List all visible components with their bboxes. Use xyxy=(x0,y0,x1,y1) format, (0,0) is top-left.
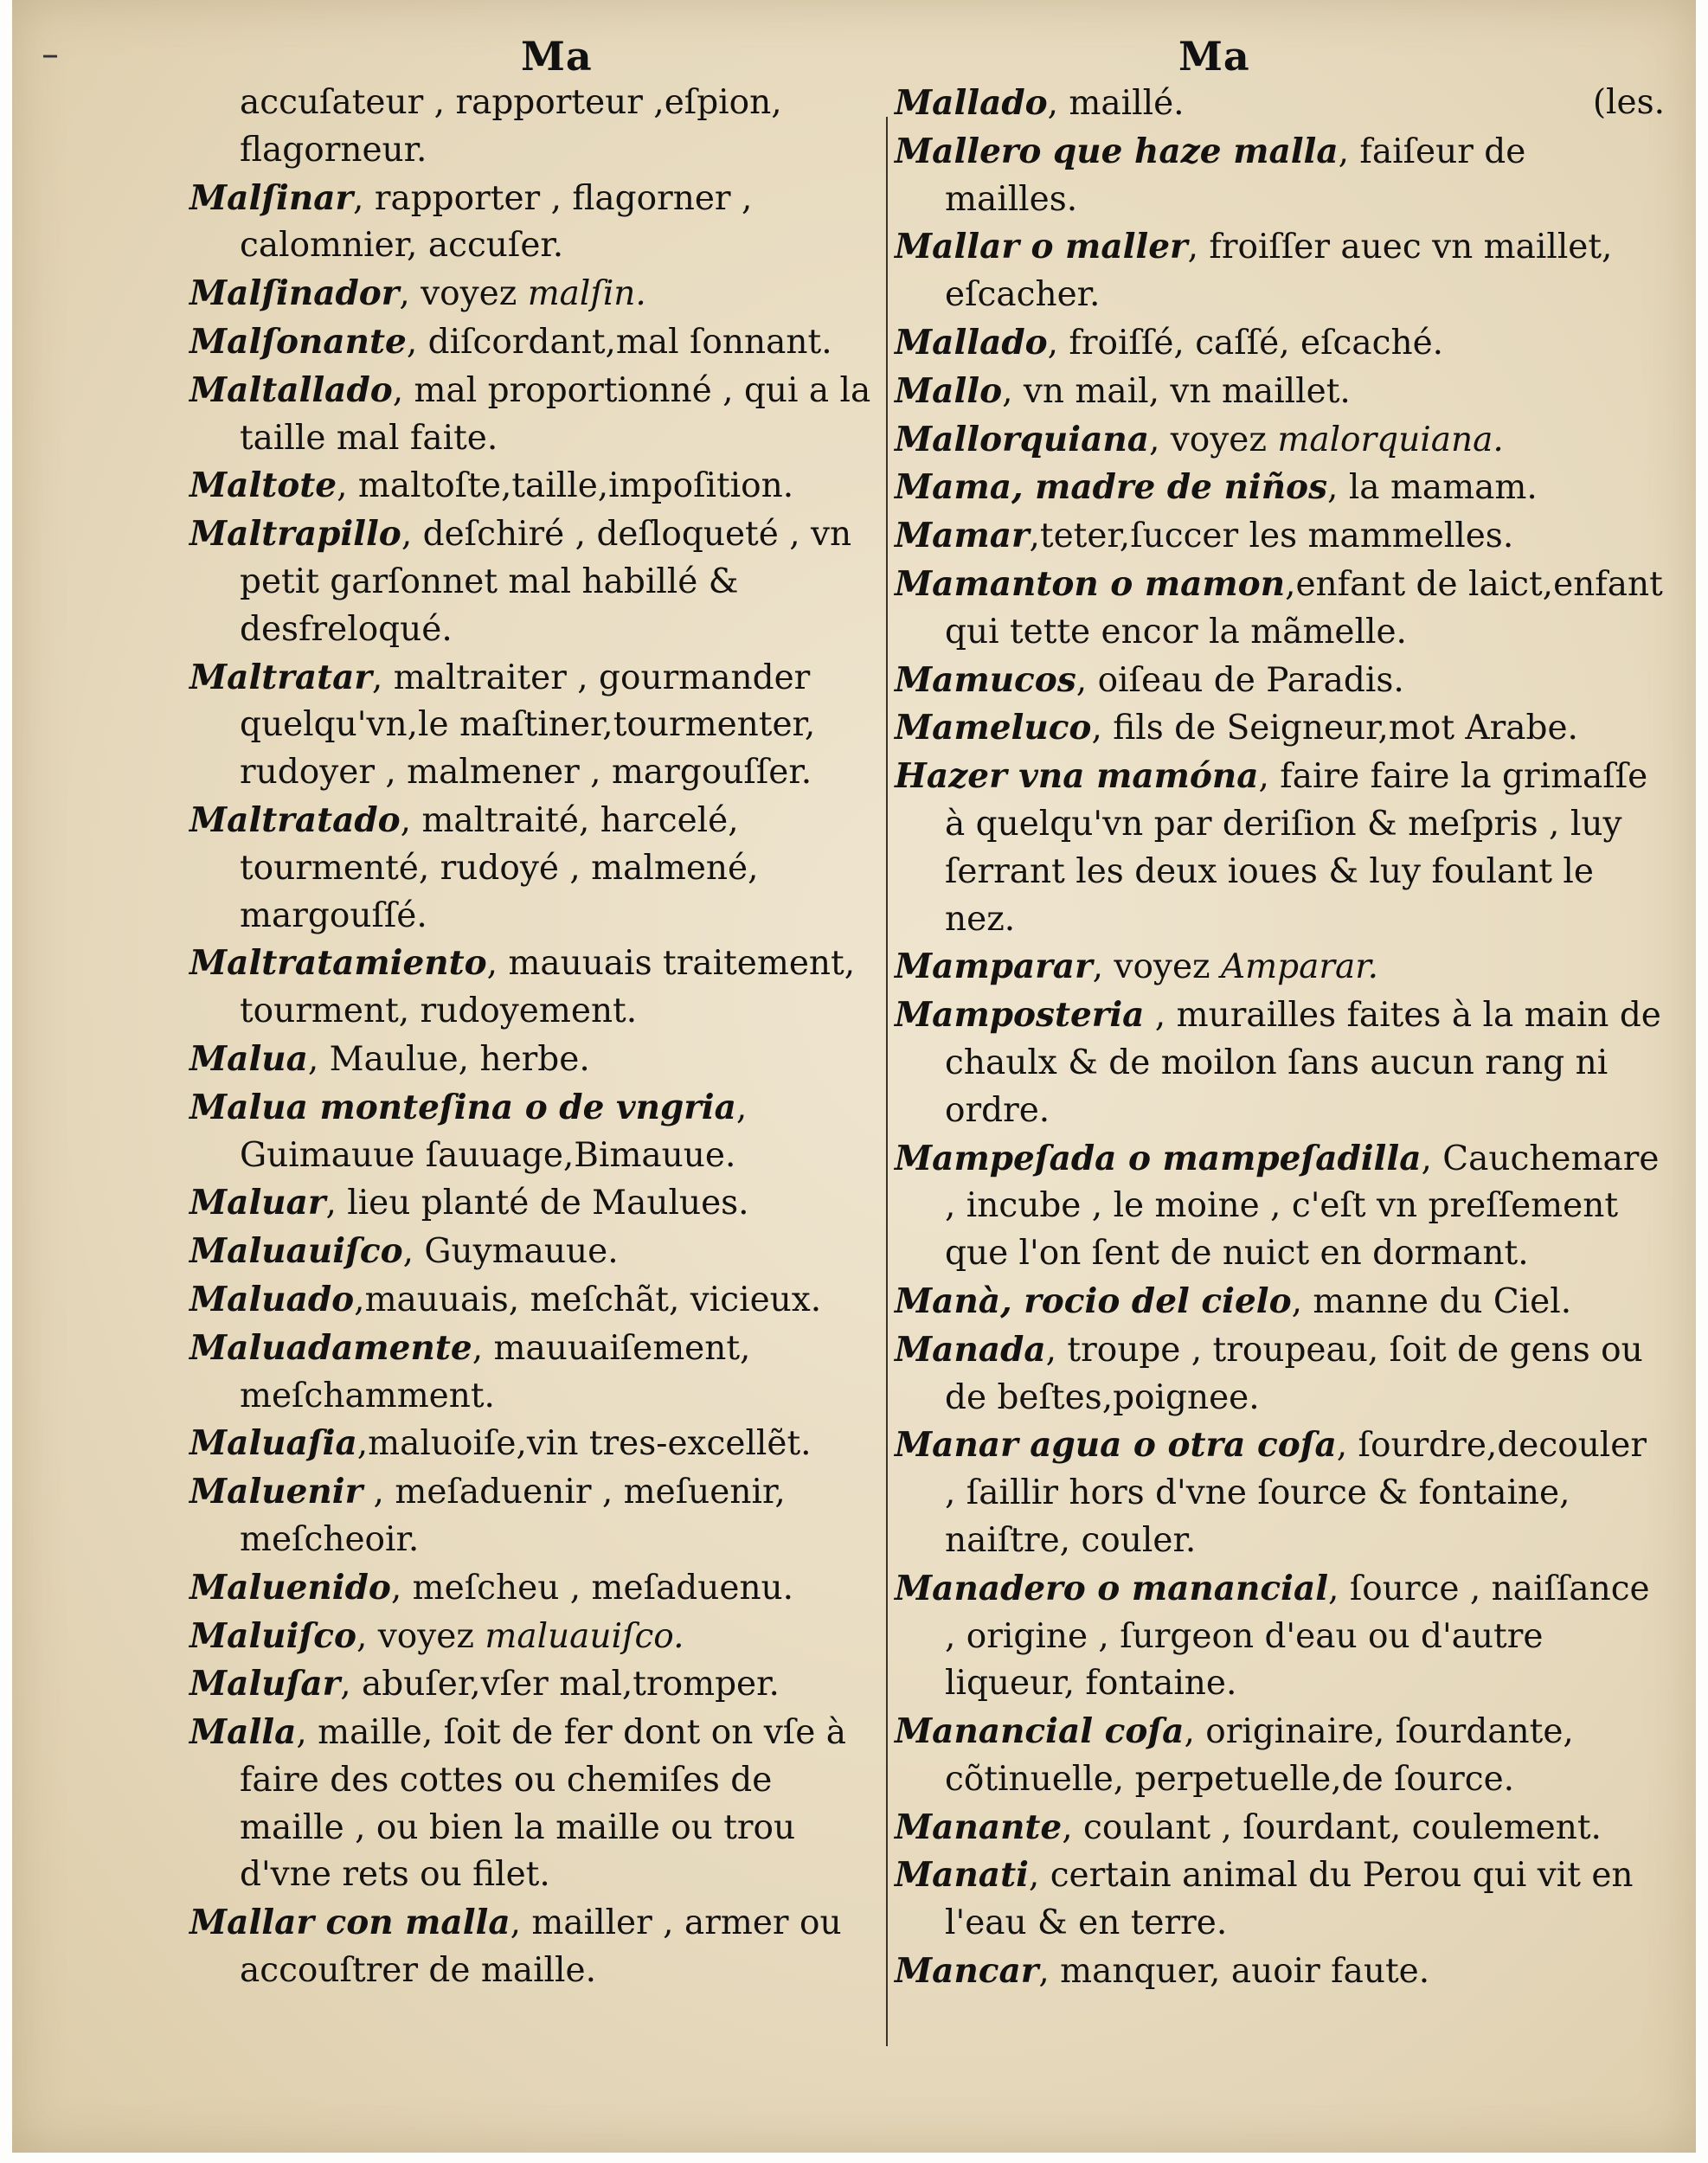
entry-definition: , faiſeur de mailles. xyxy=(945,132,1526,219)
entry-headword: Maluaſia xyxy=(189,1423,357,1464)
entry-definition: accuſateur , rapporteur ,eſpion, xyxy=(240,83,782,122)
entry-headword: Maluenido xyxy=(189,1567,391,1608)
dictionary-entry xyxy=(895,704,1665,753)
entry-cross-reference: malorquiana. xyxy=(1277,420,1504,459)
entry-definition: ,enfant de laict,enfant qui tette encor la mãmelle. xyxy=(945,564,1663,651)
entry-headword: Mallorquiana xyxy=(895,419,1149,459)
dictionary-entry xyxy=(895,1278,1665,1326)
entry-definition: , ſourdre,decouler , ſaillir hors d'vne ſource & fontaine, naiſtre, couler. xyxy=(945,1426,1647,1560)
entry-definition: , murailles faites à la main de chaulx & de moilon ſans aucun rang ni ordre. xyxy=(945,996,1661,1130)
dictionary-entry xyxy=(895,416,1665,465)
entry-headword: Mallar o maller xyxy=(895,227,1188,267)
entry-headword: Manar agua o otra coſa xyxy=(895,1425,1337,1466)
entry-definition: , diſcordant,mal ſonnant. xyxy=(406,322,832,362)
entry-definition: , voyez xyxy=(399,274,528,314)
dictionary-entry xyxy=(189,1564,877,1613)
dictionary-entry xyxy=(895,1804,1665,1852)
entry-headword: Maluiſco xyxy=(189,1615,356,1656)
entry-headword: Malua xyxy=(189,1038,308,1079)
entry-headword: Mallo xyxy=(895,370,1003,411)
entry-definition: , Cauchemare , incube , le moine , c'eſt vn preſſement que l'on ſent de nuict en dormant. xyxy=(945,1139,1660,1274)
running-head-right: Ma xyxy=(1178,33,1250,80)
entry-headword: Maluar xyxy=(189,1183,326,1223)
running-head-left: Ma xyxy=(521,33,593,80)
carryover-word: (les. xyxy=(1592,83,1665,122)
dictionary-entry xyxy=(895,1852,1665,1948)
dictionary-entry xyxy=(189,654,877,797)
dictionary-entry xyxy=(895,1708,1665,1804)
entry-headword: Mamparar xyxy=(895,947,1093,987)
dictionary-entry xyxy=(895,128,1665,224)
left-column xyxy=(189,80,877,1995)
entry-headword: Mallado xyxy=(895,83,1048,123)
entry-headword: Mamucos xyxy=(895,659,1076,700)
entry-definition: , oiſeau de Paradis. xyxy=(1076,660,1404,700)
dictionary-entry xyxy=(895,992,1665,1134)
dictionary-entry xyxy=(189,1276,877,1325)
entry-headword: Mamanton o mamon xyxy=(895,563,1286,604)
entry-definition: , mailler , armer ou accouſtrer de maille. xyxy=(240,1903,842,1991)
entry-headword: Maluadamente xyxy=(189,1327,472,1368)
entry-headword: Manà, rocio del cielo xyxy=(895,1280,1292,1321)
entry-headword: Mallero que haze malla xyxy=(895,131,1339,171)
dictionary-entry xyxy=(895,1326,1665,1422)
entry-definition: , maltoſte,taille,impoſition. xyxy=(337,466,794,506)
entry-definition: , rapporter , flagorner , calomnier, accuſer. xyxy=(240,178,753,266)
dictionary-entry xyxy=(189,1468,877,1564)
dictionary-entry xyxy=(895,1135,1665,1278)
entry-headword: Maluauiſco xyxy=(189,1231,403,1272)
entry-headword: Malla xyxy=(189,1712,297,1753)
entry-headword: Maltratado xyxy=(189,799,401,840)
entry-definition: , mauuais traitement, tourment, rudoyement. xyxy=(240,944,856,1031)
dictionary-entry xyxy=(895,561,1665,657)
dictionary-entry xyxy=(895,1948,1665,1996)
entry-headword: Manadero o manancial xyxy=(895,1568,1329,1608)
entry-headword: Malua monteſina o de vngria xyxy=(189,1087,736,1127)
dictionary-entry xyxy=(189,462,877,510)
entry-headword: Mampeſada o mampeſadilla xyxy=(895,1138,1422,1178)
entry-definition: , maltraiter , gourmander quelqu'vn,le maſtiner,tourmenter, rudoyer , malmener , margouſſer. xyxy=(240,658,816,793)
dictionary-entry xyxy=(189,940,877,1036)
entry-cross-reference: Amparar. xyxy=(1221,947,1379,987)
dictionary-entry xyxy=(189,270,877,318)
entry-definition: flagorneur. xyxy=(240,130,427,170)
entry-definition: , la mamam. xyxy=(1327,468,1538,508)
entry-headword: Manati xyxy=(895,1855,1029,1896)
entry-definition: , froiſſé, caſſé, eſcaché. xyxy=(1047,323,1444,363)
entry-headword: Maltallado xyxy=(189,369,393,410)
right-column xyxy=(895,80,1665,1996)
dictionary-entry xyxy=(189,1179,877,1228)
entry-headword: Maltote xyxy=(189,465,337,506)
entry-cross-reference: malſin. xyxy=(527,274,646,314)
dictionary-entry xyxy=(895,368,1665,416)
entry-definition: , maltraité, harcelé, tourmenté, rudoyé , malmené, margouſſé. xyxy=(240,800,759,935)
dictionary-entry xyxy=(189,1084,877,1180)
entry-definition: , mal proportionné , qui a la taille mal faite. xyxy=(240,370,871,458)
entry-headword: Mallar con malla xyxy=(189,1903,510,1943)
dictionary-entry xyxy=(189,175,877,271)
entry-headword: Manancial coſa xyxy=(895,1711,1185,1752)
dictionary-entry xyxy=(189,1420,877,1468)
page-edge-mark: – xyxy=(42,35,59,74)
dictionary-entry xyxy=(189,1325,877,1421)
entry-headword: Mamar xyxy=(895,516,1030,556)
entry-definition: ,maluoiſe,vin tres-excellẽt. xyxy=(356,1424,812,1464)
entry-headword: Maltrapillo xyxy=(189,514,401,555)
dictionary-entry xyxy=(895,319,1665,368)
dictionary-entry xyxy=(189,510,877,653)
dictionary-entry xyxy=(895,1565,1665,1708)
dictionary-entry xyxy=(189,80,877,175)
entry-headword: Maluſar xyxy=(189,1664,341,1704)
entry-definition: , certain animal du Perou qui vit en l'eau & en terre. xyxy=(945,1856,1634,1943)
dictionary-entry xyxy=(189,1036,877,1084)
dictionary-entry xyxy=(189,1899,877,1995)
entry-headword: Mama, madre de niños xyxy=(895,467,1328,508)
entry-definition: ,mauuais, meſchãt, vicieux. xyxy=(354,1280,822,1319)
dictionary-entry xyxy=(895,657,1665,705)
entry-definition: , coulant , ſourdant, coulement. xyxy=(1062,1807,1602,1847)
dictionary-entry xyxy=(895,753,1665,943)
dictionary-entry xyxy=(189,1228,877,1276)
dictionary-entry xyxy=(895,1422,1665,1564)
entry-definition: , Maulue, herbe. xyxy=(307,1039,590,1079)
dictionary-entry xyxy=(189,318,877,367)
dictionary-entry xyxy=(895,512,1665,561)
dictionary-entry xyxy=(189,1613,877,1661)
column-divider xyxy=(886,117,888,2046)
entry-headword: Manada xyxy=(895,1329,1046,1370)
entry-definition: , fils de Seigneur,mot Arabe. xyxy=(1091,709,1578,748)
dictionary-page xyxy=(12,0,1696,2153)
entry-definition: ,teter,ſuccer les mammelles. xyxy=(1029,517,1514,556)
dictionary-entry xyxy=(895,223,1665,319)
entry-definition: , troupe , troupeau, ſoit de gens ou de beſtes,poignee. xyxy=(945,1330,1643,1417)
entry-definition: , maillé. xyxy=(1047,84,1185,123)
entry-definition: , mauuaiſement, meſchamment. xyxy=(240,1328,751,1415)
entry-headword: Mameluco xyxy=(895,708,1092,748)
entry-definition: , Guimauue ſauuage,Bimauue. xyxy=(240,1088,748,1175)
dictionary-entry xyxy=(189,1660,877,1709)
entry-definition: , Guymauue. xyxy=(402,1232,619,1272)
entry-headword: Mancar xyxy=(895,1951,1039,1992)
dictionary-entry xyxy=(189,797,877,940)
entry-headword: Maltratamiento xyxy=(189,943,487,984)
entry-definition: , meſcheu , meſaduenu. xyxy=(390,1568,794,1608)
entry-headword: Malſinador xyxy=(189,273,400,314)
dictionary-entry xyxy=(189,367,877,463)
entry-definition: , faire faire la grimaſſe à quelqu'vn par deriſion & meſpris , luy ſerrant les deux ioues & luy foulant le nez. xyxy=(945,757,1648,939)
dictionary-entry xyxy=(895,464,1665,512)
entry-headword: Mallado xyxy=(895,322,1048,363)
dictionary-entry xyxy=(895,943,1665,992)
entry-headword: Malſonante xyxy=(189,321,407,362)
entry-definition: , voyez xyxy=(1092,947,1221,987)
entry-definition: , lieu planté de Maulues. xyxy=(325,1184,749,1223)
entry-definition: , abuſer,vſer mal,tromper. xyxy=(340,1665,780,1704)
entry-definition: , voyez xyxy=(356,1616,485,1656)
entry-definition: , froiſſer auec vn maillet, eſcacher. xyxy=(945,228,1613,315)
entry-headword: Maluado xyxy=(189,1279,355,1319)
entry-definition: , voyez xyxy=(1148,420,1278,459)
entry-definition: , manquer, auoir faute. xyxy=(1038,1952,1430,1992)
entry-headword: Maluenir xyxy=(189,1472,363,1512)
entry-headword: Malſinar xyxy=(189,177,354,218)
dictionary-entry xyxy=(189,1709,877,1899)
entry-headword: Maltratar xyxy=(189,657,372,697)
entry-headword: Manante xyxy=(895,1807,1063,1847)
entry-definition: , vn mail, vn maillet. xyxy=(1002,371,1351,411)
entry-definition: , maille, ſoit de fer dont on vſe à faire des cottes ou chemiſes de maille , ou bien la maille ou trou d'vne rets ou filet. xyxy=(240,1713,846,1895)
dictionary-entry xyxy=(895,80,1665,128)
entry-headword: Hazer vna mamóna xyxy=(895,756,1259,797)
entry-cross-reference: maluauiſco. xyxy=(485,1616,684,1656)
entry-definition: , meſaduenir , meſuenir, meſcheoir. xyxy=(240,1473,786,1559)
entry-headword: Mamposteria xyxy=(895,995,1145,1036)
entry-definition: , deſchiré , deſloqueté , vn petit garſonnet mal habillé & desfreloqué. xyxy=(240,515,852,649)
entry-definition: , ſource , naiſſance , origine , ſurgeon d'eau ou d'autre liqueur, fontaine. xyxy=(945,1569,1650,1704)
entry-definition: , originaire, ſourdante, cõtinuelle, perpetuelle,de ſource. xyxy=(945,1712,1574,1799)
entry-definition: , manne du Ciel. xyxy=(1291,1281,1572,1321)
